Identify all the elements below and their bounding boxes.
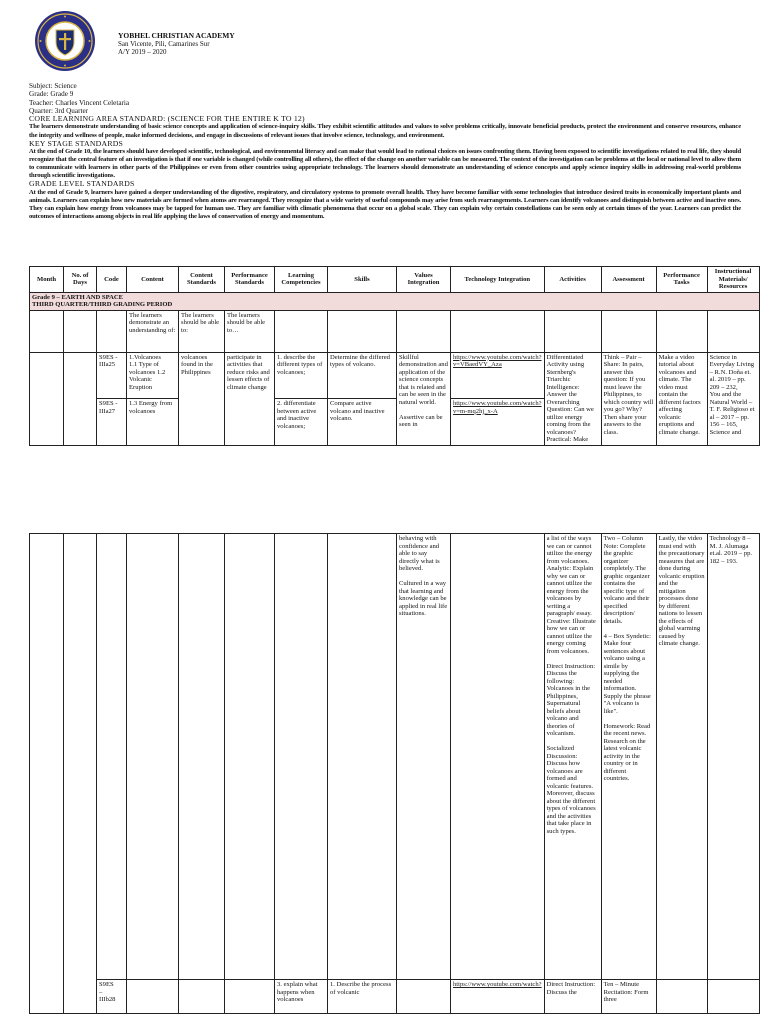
technology-cell <box>451 980 545 1014</box>
teacher-line: Teacher: Charles Vincent Celetaria <box>29 98 130 107</box>
col-header: Performance Standards <box>225 267 275 293</box>
technology-cell <box>451 399 545 446</box>
school-info-block <box>118 32 418 56</box>
table-header-row <box>30 267 760 293</box>
key-stage-heading: KEY STAGE STANDARDS <box>29 138 124 148</box>
table-row <box>30 980 760 1014</box>
table-row <box>30 352 760 399</box>
youtube-link[interactable]: https://www.youtube.com/watch?v=m-mq2hj_x-A <box>453 400 542 415</box>
activities-cell: Direct Instruction: Discuss the <box>544 980 601 1014</box>
performance-tasks-cell: Lastly, the video must end with the precautionary measures that are done during volcanic eruption and the mitigation processes done by different nations to lessen the effects of global warming caused by climate change. <box>656 534 707 980</box>
key-stage-text: At the end of Grade 10, the learners should have developed scientific, technological, and environmental literacy and can make that would lead to rational choices on issues confronting them. Having been exposed to scientific investigations related to real life, they should recognize that the central feature of an investigation is that if one variable is changed (while controlling all others), the effect of the change on another variable can be measured. The context of the investigation can be problems at the local or national level to allow them to communicate with learners in other parts of the Philippines or even from other countries using appropriate technology. The learners should demonstrate an understanding of science concepts and apply science inquiry skills in addressing real-world problems through scientific investigations. <box>29 147 741 180</box>
col-header: Learning Competencies <box>275 267 328 293</box>
content-standards-cell: The learners should be able to: <box>179 310 225 352</box>
col-header: Content Standards <box>179 267 225 293</box>
code-cell: S9ES -IIIa27 <box>97 399 127 446</box>
activities-cell: Differentiated Activity using Sternberg's Triarchic Intelligence: Answer the Overarching Question: Can we utilize energy coming from the volcanoes? Practical: Make <box>544 352 601 445</box>
col-header: No. of Days <box>64 267 97 293</box>
values-cell: Skillful demonstration and application of the science concepts that is related and can be seen in the natural world. Assertive can be seen in <box>397 352 451 445</box>
activities-cell: a list of the ways we can or cannot utilize the energy from volcanoes. Analytic: Explain why we can or cannot utilize the energy from the volcanoes by writing a paragraph/ essay. Creative: Illustrate how we can or cannot utilize the energy coming from volcanoes. Direct Instruction: Discuss the following: Volcanoes in the Philippines, Supernatural beliefs about volcano and theories of volcanism. Socialized Discussion: Discuss how volcanoes are formed and volcanic features. Moreover, discuss about the different types of volcanoes and the activities that take place in such types. <box>544 534 601 980</box>
table-row <box>30 534 760 980</box>
content-standards-cell: volcanoes found in the Philippines <box>179 352 225 445</box>
content-cell: The learners demonstrate an understanding of: <box>127 310 179 352</box>
competency-cell: 3. explain what happens when volcanoes <box>275 980 328 1014</box>
performance-tasks-cell: Make a video tutorial about volcanoes and climate. The video must contain the different factors affecting volcanic eruptions and climate change. <box>656 352 707 445</box>
col-header: Month <box>30 267 64 293</box>
core-standard-text: The learners demonstrate understanding of basic science concepts and application of science-inquiry skills. They exhibit scientific attitudes and values to solve problems critically, innovate beneficial products, protect the environment and conserve resources, enhance the integrity and wellness of people, make informed decisions, and engage in discussions of relevant issues that involve science, technology, and environment. <box>29 123 741 139</box>
col-header: Content <box>127 267 179 293</box>
lesson-plan-table-continued <box>29 533 760 1014</box>
section-title: Grade 9 – EARTH AND SPACE THIRD QUARTER/THIRD GRADING PERIOD <box>30 292 760 310</box>
assessment-cell: Ten – Minute Recitation: Form three <box>601 980 656 1014</box>
school-seal-icon <box>34 10 96 72</box>
values-cell: behaving with confidence and able to say directly what is believed. Cultured in a way that learning and knowledge can be applied in real life situations. <box>397 534 451 980</box>
col-header: Technology Integration <box>451 267 545 293</box>
subject-line: Subject: Science <box>29 82 77 90</box>
performance-standards-cell: participate in activities that reduce risks and lessen effects of climate change <box>225 352 275 445</box>
table-row <box>30 310 760 352</box>
skills-cell: Determine the differed types of volcano. <box>328 352 397 399</box>
col-header: Values Integration <box>397 267 451 293</box>
grade-level-text: At the end of Grade 9, learners have gained a deeper understanding of the digestive, respiratory, and circulatory systems to promote overall health. They have become familiar with some technologies that introduce desired traits in economically important plants and animals. Learners can explain how new materials are formed when atoms are rearranged. They recognize that a wide variety of useful compounds may arise from such rearrangements. Learners can identify volcanoes and distinguish between active and inactive ones. They can explain how energy from volcanoes may be tapped for human use. They are familiar with climatic phenomena that occur on a global scale. They can explain why certain constellations can be seen only at certain times of the year. Learners can predict the outcomes of interactions among objects in real life applying the laws of conservation of energy and momentum. <box>29 188 741 220</box>
col-header: Skills <box>328 267 397 293</box>
code-cell: S9ES -IIIa25 <box>97 352 127 399</box>
col-header: Assessment <box>601 267 656 293</box>
skills-cell: Compare active volcano and inactive volcano. <box>328 399 397 446</box>
grade-line: Grade: Grade 9 <box>29 90 74 99</box>
content-cell: 1.Volcanoes 1.1 Type of volcanoes 1.2 Volcanic Eruption <box>127 352 179 399</box>
quarter-line: Quarter: 3rd Quarter <box>29 106 89 115</box>
skills-cell: 1. Describe the process of volcanic <box>328 980 397 1014</box>
grade-level-heading: GRADE LEVEL STANDARDS <box>29 179 135 189</box>
youtube-link[interactable]: https://www.youtube.com/watch? <box>453 981 542 988</box>
col-header: Code <box>97 267 127 293</box>
code-cell: S9ES – IIIb28 <box>97 980 127 1014</box>
technology-cell <box>451 352 545 399</box>
school-name: YOBHEL CHRISTIAN ACADEMY <box>118 31 235 40</box>
lesson-plan-table <box>29 266 760 446</box>
youtube-link[interactable]: https://www.youtube.com/watch?v=VBaedVY_Aza <box>453 353 542 368</box>
col-header: Performance Tasks <box>656 267 707 293</box>
assessment-cell: Think – Pair – Share: In pairs, answer this question: If you must leave the Philippines, to which country will you go? Why? Then share your answers to the class. <box>601 352 656 445</box>
core-standard-heading: CORE LEARNING AREA STANDARD: (SCIENCE FOR THE ENTIRE K TO 12) <box>29 114 305 124</box>
col-header: Instructional Materials/ Resources <box>707 267 759 293</box>
resources-cell: Technology 8 – M. J. Alumaga et.al. 2019 – pp. 182 – 193. <box>707 534 759 980</box>
section-row <box>30 292 760 310</box>
school-year: A/Y 2019 – 2020 <box>118 48 167 56</box>
performance-standards-cell: The learners should be able to… <box>225 310 275 352</box>
resources-cell: Science in Everyday Living – R.N. Doña et. al. 2019 – pp. 209 – 232, You and the Natural World – T. F. Religioso et al – 2017 – pp. 156 – 165, Science and <box>707 352 759 445</box>
content-cell: 1.3 Energy from volcanoes <box>127 399 179 446</box>
competency-cell: 1. describe the different types of volcanoes; <box>275 352 328 399</box>
assessment-cell: Two – Column Note: Complete the graphic organizer completely. The graphic organizer contains the specific type of volcano and their specified description/ details. 4 – Box Syndetic: Make four sentences about volcano using a simile by supplying the needed information. Supply the phrase "A volcano is like". Homework: Read the recent news. Research on the latest volcanic activity in the country or in different countries. <box>601 534 656 980</box>
course-info <box>29 82 741 221</box>
col-header: Activities <box>544 267 601 293</box>
school-address: San Vicente, Pili, Camarines Sur <box>118 40 210 48</box>
competency-cell: 2. differentiate between active and inactive volcanoes; <box>275 399 328 446</box>
